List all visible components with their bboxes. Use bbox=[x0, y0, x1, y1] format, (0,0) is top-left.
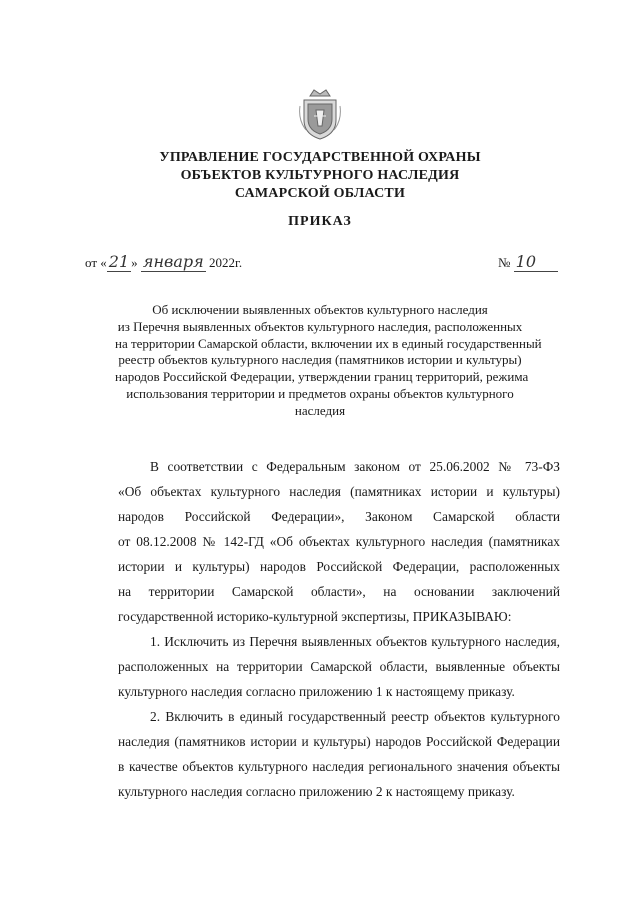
date-month: января bbox=[142, 252, 204, 271]
date-day-close: » bbox=[131, 255, 138, 270]
title-line: народов Российской Федерации, утверждении границ территорий, режима bbox=[115, 369, 529, 385]
body-line: расположенных на территории Самарской области, выявленные объекты bbox=[118, 659, 560, 674]
title-line: Об исключении выявленных объектов культурного наследия bbox=[152, 302, 488, 317]
body-line: наследия (памятников истории и культуры) народов Российской Федерации bbox=[118, 734, 560, 749]
organization-name-line-2: ОБЪЕКТОВ КУЛЬТУРНОГО НАСЛЕДИЯ bbox=[180, 168, 460, 183]
body-line: истории и культуры) народов Российской Федерации, расположенных bbox=[118, 559, 560, 574]
body-line: 2. Включить в единый государственный реестр объектов культурного bbox=[150, 709, 560, 724]
order-number bbox=[498, 252, 558, 272]
date-year-suffix: г. bbox=[234, 255, 243, 270]
body-line: на территории Самарской области», на основании заключений bbox=[118, 584, 560, 599]
number-value: 10 bbox=[514, 252, 558, 272]
body-line: в качестве объектов культурного наследия регионального значения объекты bbox=[118, 759, 560, 774]
number-prefix: № bbox=[498, 255, 511, 270]
body-line: «Об объектах культурного наследия (памятниках истории и культуры) bbox=[118, 484, 560, 499]
title-line: из Перечня выявленных объектов культурного наследия, расположенных bbox=[117, 318, 523, 334]
date-prefix: от « bbox=[85, 255, 107, 270]
samara-coat-of-arms-icon bbox=[296, 86, 344, 142]
body-line: В соответствии с Федеральным законом от 25.06.2002 № 73-ФЗ bbox=[150, 459, 560, 474]
body-line: культурного наследия согласно приложению 2 к настоящему приказу. bbox=[118, 784, 515, 799]
title-line: реестр объектов культурного наследия (памятников истории и культуры) bbox=[118, 352, 522, 368]
body-line: государственной историко-культурной экспертизы, ПРИКАЗЫВАЮ: bbox=[118, 609, 512, 624]
body-line: 1. Исключить из Перечня выявленных объектов культурного наследия, bbox=[150, 634, 560, 649]
title-line: использования территории и предметов охраны объектов культурного bbox=[126, 385, 514, 401]
document-type: ПРИКАЗ bbox=[288, 214, 352, 229]
title-line: на территории Самарской области, включении их в единый государственный bbox=[115, 335, 542, 351]
body-line: от 08.12.2008 № 142-ГД «Об объектах культурного наследия (памятниках bbox=[118, 534, 560, 549]
organization-name-line-1: УПРАВЛЕНИЕ ГОСУДАРСТВЕННОЙ ОХРАНЫ bbox=[159, 150, 481, 165]
order-date bbox=[85, 252, 242, 272]
date-day: 21 bbox=[108, 252, 130, 271]
organization-name-line-3: САМАРСКОЙ ОБЛАСТИ bbox=[234, 186, 406, 201]
title-line: наследия bbox=[294, 402, 346, 418]
date-year: 2022 bbox=[208, 255, 235, 270]
order-title bbox=[115, 302, 542, 420]
body-line: культурного наследия согласно приложению 1 к настоящему приказу. bbox=[118, 684, 515, 699]
body-line: народов Российской Федерации», Законом Самарской области bbox=[118, 509, 560, 524]
